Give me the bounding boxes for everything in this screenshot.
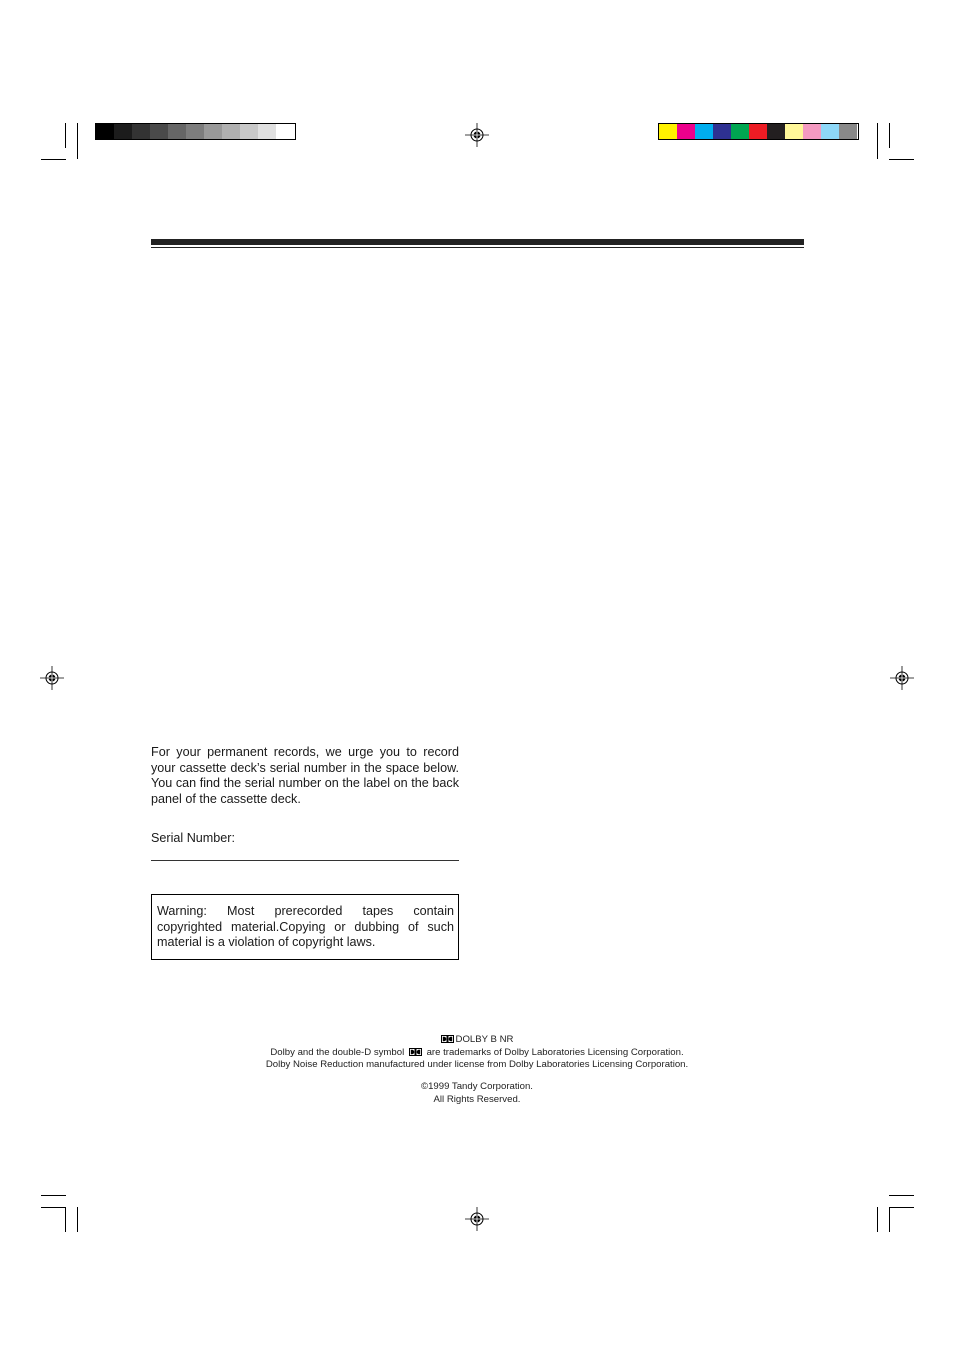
dolby-trademark-line xyxy=(0,1047,954,1059)
dolby-license-line: Dolby Noise Reduction manufactured under license from Dolby Laboratories Licensing Corporation. xyxy=(265,1059,689,1070)
serial-record-intro: For your permanent records, we urge you to record your cassette deck’s serial number in the space below. You can find the serial number on the label on the back panel of the cassette deck. xyxy=(151,745,459,807)
process-color-swatch xyxy=(677,124,695,139)
copyright-warning-text: Warning: Most prerecorded tapes contain copyrighted material.Copying or dubbing of such material is a violation of copyright laws. xyxy=(157,904,454,950)
copyright-warning-box xyxy=(151,894,459,960)
registration-mark-icon xyxy=(40,666,64,690)
dolby-mark-text: DOLBY B NR xyxy=(455,1034,514,1045)
header-rule-thick xyxy=(151,239,804,245)
header-rule-thin xyxy=(151,247,804,248)
copyright-notice: ©1999 Tandy Corporation. xyxy=(421,1081,533,1092)
grayscale-swatch xyxy=(222,124,240,139)
process-color-swatch xyxy=(821,124,839,139)
grayscale-swatch xyxy=(132,124,150,139)
grayscale-swatch xyxy=(114,124,132,139)
registration-mark-icon xyxy=(465,123,489,147)
serial-number-blank-line xyxy=(151,860,459,861)
dolby-double-d-icon xyxy=(441,1035,454,1043)
process-color-bar xyxy=(658,123,859,140)
process-color-swatch xyxy=(785,124,803,139)
registration-mark-icon xyxy=(465,1207,489,1231)
dolby-trademark-text-end: are trademarks of Dolby Laboratories Licensing Corporation. xyxy=(426,1047,684,1058)
process-color-swatch xyxy=(659,124,677,139)
rights-reserved: All Rights Reserved. xyxy=(433,1094,521,1105)
process-color-swatch xyxy=(749,124,767,139)
grayscale-swatch xyxy=(240,124,258,139)
grayscale-swatch xyxy=(150,124,168,139)
process-color-swatch xyxy=(803,124,821,139)
dolby-trademark-text-start: Dolby and the double-D symbol xyxy=(270,1047,405,1058)
serial-number-label: Serial Number: xyxy=(151,831,235,845)
process-color-swatch xyxy=(695,124,713,139)
process-color-swatch xyxy=(839,124,857,139)
process-color-swatch xyxy=(713,124,731,139)
process-color-swatch xyxy=(731,124,749,139)
dolby-mark-line xyxy=(0,1034,954,1046)
grayscale-swatch xyxy=(204,124,222,139)
grayscale-swatch xyxy=(96,124,114,139)
grayscale-swatch xyxy=(186,124,204,139)
registration-mark-icon xyxy=(890,666,914,690)
grayscale-swatch xyxy=(276,124,294,139)
grayscale-color-bar xyxy=(95,123,296,140)
grayscale-swatch xyxy=(258,124,276,139)
process-color-swatch xyxy=(767,124,785,139)
grayscale-swatch xyxy=(168,124,186,139)
dolby-double-d-icon xyxy=(409,1048,422,1056)
